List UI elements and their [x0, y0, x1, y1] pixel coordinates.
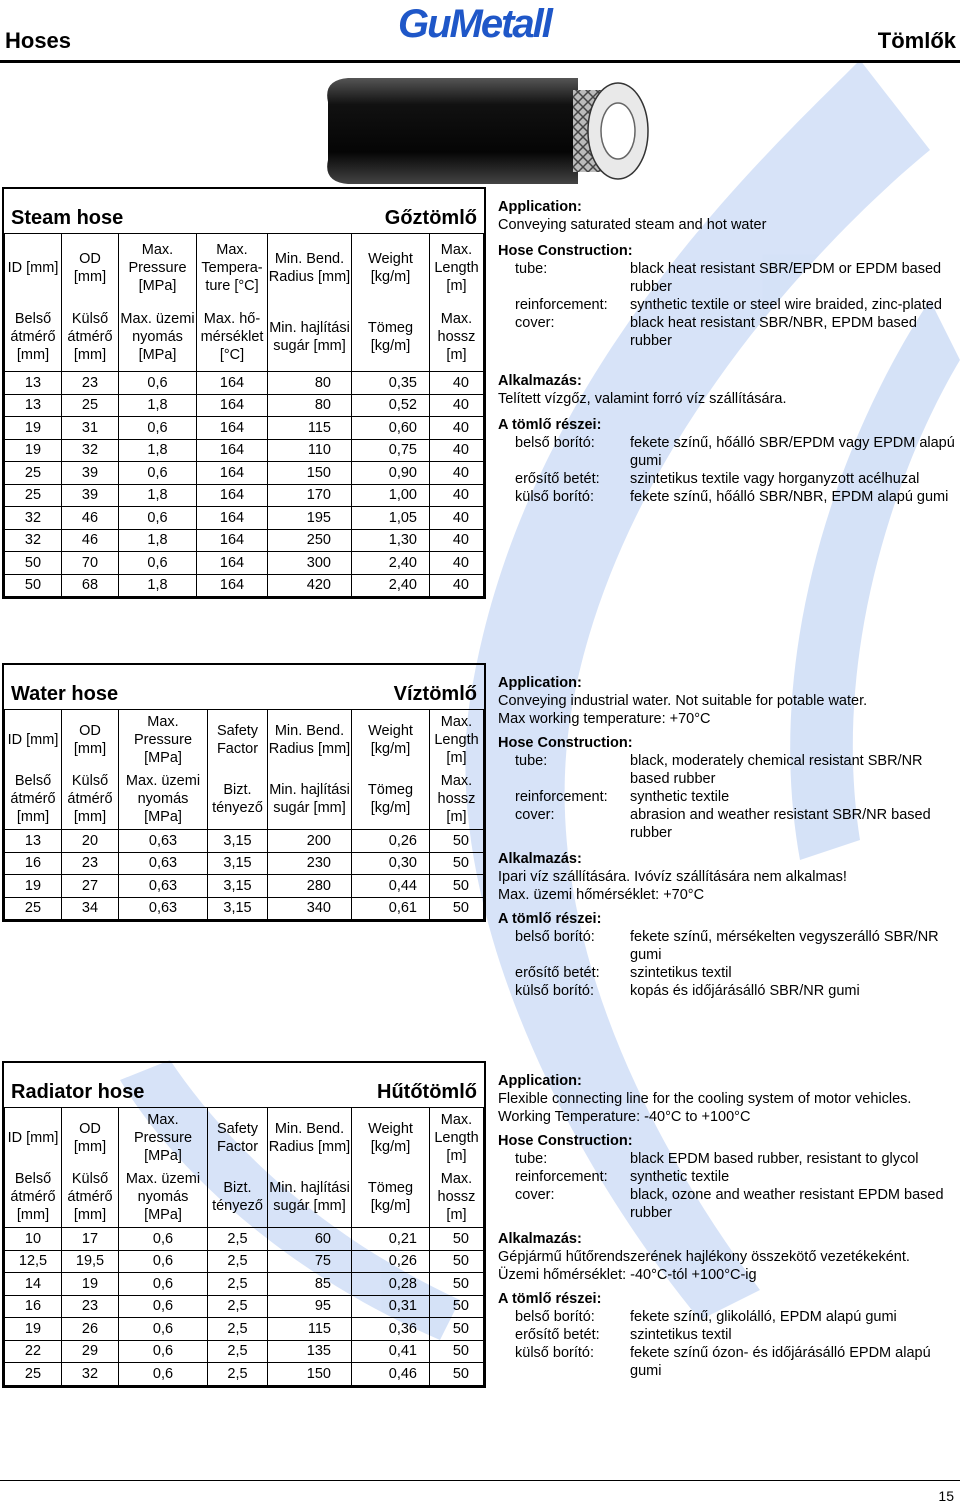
water-alk-label: Alkalmazás:: [498, 851, 582, 867]
table-cell: 164: [197, 552, 268, 575]
table-cell: 0,6: [119, 372, 197, 395]
table-header: Tömeg [kg/m]: [352, 303, 430, 372]
table-cell: 0,41: [352, 1340, 430, 1363]
steam-title-en: Steam hose: [11, 207, 124, 229]
table-cell: 13: [5, 372, 62, 395]
table-cell: 19: [5, 417, 62, 440]
table-cell: 50: [430, 897, 484, 920]
table-cell: 0,26: [352, 830, 430, 853]
table-cell: 85: [268, 1273, 352, 1296]
table-header: Bizt. tényező: [208, 770, 268, 830]
table-row: [5, 417, 484, 440]
spec-value: szintetikus textile vagy horganyzott acélhuzal: [630, 471, 920, 487]
table-cell: 50: [430, 830, 484, 853]
table-cell: 19: [5, 1318, 62, 1341]
table-cell: 0,26: [352, 1250, 430, 1273]
table-cell: 0,61: [352, 897, 430, 920]
table-row: [5, 507, 484, 530]
steam-reszei-label: A tömlő részei:: [498, 417, 602, 433]
table-cell: 34: [62, 897, 119, 920]
table-cell: 0,6: [119, 552, 197, 575]
water-application-label: Application:: [498, 675, 582, 691]
table-header: Bizt. tényező: [208, 1168, 268, 1228]
table-header: Min. hajlítási sugár [mm]: [268, 1168, 352, 1228]
table-cell: 1,8: [119, 439, 197, 462]
table-cell: 250: [268, 529, 352, 552]
table-header: Max. üzemi nyomás [MPa]: [119, 1168, 208, 1228]
table-cell: 0,6: [119, 1295, 208, 1318]
table-cell: 1,30: [352, 529, 430, 552]
spec-value: szintetikus textil: [630, 1327, 732, 1343]
table-cell: 0,6: [119, 1228, 208, 1251]
table-cell: 0,63: [119, 830, 208, 853]
table-cell: 13: [5, 394, 62, 417]
radiator-reszei-label: A tömlő részei:: [498, 1291, 602, 1307]
table-cell: 0,6: [119, 1318, 208, 1341]
steam-alk-label: Alkalmazás:: [498, 373, 582, 389]
table-row: [5, 552, 484, 575]
radiator-title-en: Radiator hose: [11, 1081, 145, 1103]
table-cell: 135: [268, 1340, 352, 1363]
table-cell: 200: [268, 830, 352, 853]
table-cell: 40: [430, 529, 484, 552]
spec-value: black EPDM based rubber, resistant to glycol: [630, 1151, 919, 1167]
table-cell: 420: [268, 574, 352, 597]
spec-key: erősítő betét:: [515, 1327, 600, 1343]
table-row: [5, 1363, 484, 1386]
table-cell: 27: [62, 875, 119, 898]
header-rule: [0, 60, 960, 63]
table-cell: 50: [430, 875, 484, 898]
table-cell: 164: [197, 574, 268, 597]
table-cell: 164: [197, 394, 268, 417]
table-cell: 32: [62, 1363, 119, 1386]
radiator-application-label: Application:: [498, 1073, 582, 1089]
radiator-alk-2: Üzemi hőmérséklet: -40°C-tól +100°C-ig: [498, 1267, 757, 1283]
table-cell: 12,5: [5, 1250, 62, 1273]
table-cell: 150: [268, 462, 352, 485]
table-row: [5, 529, 484, 552]
table-row: [5, 574, 484, 597]
table-cell: 14: [5, 1273, 62, 1296]
table-cell: 68: [62, 574, 119, 597]
table-cell: 40: [430, 507, 484, 530]
table-cell: 19: [62, 1273, 119, 1296]
table-cell: 3,15: [208, 852, 268, 875]
table-cell: 40: [430, 462, 484, 485]
table-cell: 46: [62, 507, 119, 530]
table-cell: 0,30: [352, 852, 430, 875]
steam-application-label: Application:: [498, 199, 582, 215]
table-cell: 10: [5, 1228, 62, 1251]
table-row: [5, 394, 484, 417]
table-cell: 1,8: [119, 484, 197, 507]
table-header: Belső átmérő [mm]: [5, 770, 62, 830]
table-header: Min. Bend. Radius [mm]: [268, 710, 352, 770]
hose-illustration: [318, 72, 658, 190]
spec-key: reinforcement:: [515, 789, 608, 805]
spec-value: abrasion and weather resistant SBR/NR based rubber: [630, 807, 931, 841]
table-cell: 32: [62, 439, 119, 462]
table-cell: 39: [62, 462, 119, 485]
table-header: Belső átmérő [mm]: [5, 1168, 62, 1228]
table-cell: 280: [268, 875, 352, 898]
table-cell: 50: [5, 552, 62, 575]
table-header: Max. üzemi nyomás [MPa]: [119, 303, 197, 372]
spec-value: synthetic textile or steel wire braided, zinc-plated: [630, 297, 942, 313]
steam-alk: Telített vízgőz, valamint forró víz szállítására.: [498, 391, 787, 407]
table-row: [5, 897, 484, 920]
table-cell: 40: [430, 417, 484, 440]
radiator-application-2: Working Temperature: -40°C to +100°C: [498, 1109, 751, 1125]
spec-value: fekete színű, hőálló SBR/NBR, EPDM alapú gumi: [630, 489, 949, 505]
table-cell: 50: [430, 1250, 484, 1273]
spec-key: belső borító:: [515, 1309, 595, 1325]
table-cell: 164: [197, 439, 268, 462]
table-cell: 80: [268, 372, 352, 395]
table-cell: 40: [430, 552, 484, 575]
table-cell: 0,44: [352, 875, 430, 898]
table-cell: 195: [268, 507, 352, 530]
table-cell: 50: [430, 1318, 484, 1341]
table-header: Max. hossz [m]: [430, 770, 484, 830]
table-cell: 95: [268, 1295, 352, 1318]
table-cell: 0,60: [352, 417, 430, 440]
table-cell: 230: [268, 852, 352, 875]
table-cell: 0,46: [352, 1363, 430, 1386]
spec-value: fekete színű ózon- és időjárásálló EPDM alapú gumi: [630, 1345, 931, 1379]
table-cell: 46: [62, 529, 119, 552]
table-cell: 300: [268, 552, 352, 575]
table-cell: 20: [62, 830, 119, 853]
table-cell: 50: [430, 1363, 484, 1386]
table-header: OD [mm]: [62, 234, 119, 303]
gumetall-logo: GuMetall: [398, 2, 551, 46]
page-number: 15: [938, 1488, 954, 1504]
steam-construction-label: Hose Construction:: [498, 243, 633, 259]
table-cell: 164: [197, 417, 268, 440]
table-cell: 164: [197, 484, 268, 507]
table-cell: 164: [197, 372, 268, 395]
table-header: OD [mm]: [62, 1108, 119, 1168]
spec-key: reinforcement:: [515, 297, 608, 313]
table-cell: 19,5: [62, 1250, 119, 1273]
radiator-construction-label: Hose Construction:: [498, 1133, 633, 1149]
spec-value: black, moderately chemical resistant SBR/NR based rubber: [630, 753, 923, 787]
table-cell: 19: [5, 875, 62, 898]
water-construction-label: Hose Construction:: [498, 735, 633, 751]
table-cell: 1,00: [352, 484, 430, 507]
table-cell: 0,28: [352, 1273, 430, 1296]
table-header: Külső átmérő [mm]: [62, 1168, 119, 1228]
table-cell: 50: [430, 1295, 484, 1318]
table-header: Min. hajlítási sugár [mm]: [268, 770, 352, 830]
spec-value: fekete színű, glikolálló, EPDM alapú gumi: [630, 1309, 897, 1325]
table-cell: 164: [197, 529, 268, 552]
table-cell: 40: [430, 574, 484, 597]
spec-key: erősítő betét:: [515, 965, 600, 981]
table-cell: 0,36: [352, 1318, 430, 1341]
table-cell: 2,5: [208, 1250, 268, 1273]
table-header: Max. Pressure [MPa]: [119, 710, 208, 770]
table-cell: 75: [268, 1250, 352, 1273]
spec-value: kopás és időjárásálló SBR/NR gumi: [630, 983, 860, 999]
table-cell: 25: [5, 1363, 62, 1386]
table-cell: 0,35: [352, 372, 430, 395]
table-cell: 0,6: [119, 417, 197, 440]
table-header: Külső átmérő [mm]: [62, 303, 119, 372]
table-cell: 29: [62, 1340, 119, 1363]
table-header: Safety Factor: [208, 1108, 268, 1168]
table-cell: 2,5: [208, 1340, 268, 1363]
radiator-application: Flexible connecting line for the cooling system of motor vehicles.: [498, 1091, 912, 1107]
table-cell: 25: [5, 484, 62, 507]
steam-info: [498, 198, 958, 506]
spec-key: tube:: [515, 753, 548, 769]
table-cell: 32: [5, 507, 62, 530]
table-header: OD [mm]: [62, 710, 119, 770]
table-header: Max. Length [m]: [430, 1108, 484, 1168]
table-cell: 2,40: [352, 574, 430, 597]
table-row: [5, 1318, 484, 1341]
table-cell: 25: [5, 462, 62, 485]
table-cell: 23: [62, 372, 119, 395]
spec-value: fekete színű, hőálló SBR/EPDM vagy EPDM alapú gumi: [630, 435, 955, 469]
spec-key: belső borító:: [515, 435, 595, 451]
table-header: Tömeg [kg/m]: [352, 1168, 430, 1228]
table-cell: 2,5: [208, 1295, 268, 1318]
table-cell: 2,5: [208, 1228, 268, 1251]
table-header: ID [mm]: [5, 1108, 62, 1168]
spec-key: belső borító:: [515, 929, 595, 945]
table-row: [5, 1273, 484, 1296]
table-cell: 31: [62, 417, 119, 440]
radiator-alk: Gépjármű hűtőrendszerének hajlékony összekötő vezetékeként.: [498, 1249, 910, 1265]
table-header: Min. Bend. Radius [mm]: [268, 1108, 352, 1168]
radiator-hose-section: [2, 1061, 486, 1388]
table-row: [5, 372, 484, 395]
spec-value: synthetic textile: [630, 789, 730, 805]
table-header: Külső átmérő [mm]: [62, 770, 119, 830]
table-header: Max. Tempera-ture [°C]: [197, 234, 268, 303]
table-cell: 50: [430, 1273, 484, 1296]
table-cell: 0,52: [352, 394, 430, 417]
table-cell: 25: [5, 897, 62, 920]
table-cell: 1,05: [352, 507, 430, 530]
spec-value: black, ozone and weather resistant EPDM based rubber: [630, 1187, 944, 1221]
table-cell: 110: [268, 439, 352, 462]
table-cell: 16: [5, 1295, 62, 1318]
table-cell: 0,75: [352, 439, 430, 462]
radiator-alk-label: Alkalmazás:: [498, 1231, 582, 1247]
table-header: Weight [kg/m]: [352, 1108, 430, 1168]
table-cell: 0,90: [352, 462, 430, 485]
table-cell: 0,6: [119, 462, 197, 485]
table-header: Weight [kg/m]: [352, 234, 430, 303]
table-row: [5, 1295, 484, 1318]
steam-application: Conveying saturated steam and hot water: [498, 217, 767, 233]
table-cell: 3,15: [208, 897, 268, 920]
table-cell: 25: [62, 394, 119, 417]
table-cell: 0,21: [352, 1228, 430, 1251]
table-cell: 0,6: [119, 1363, 208, 1386]
table-cell: 3,15: [208, 830, 268, 853]
table-cell: 2,5: [208, 1273, 268, 1296]
table-cell: 0,6: [119, 507, 197, 530]
water-application-2: Max working temperature: +70°C: [498, 711, 711, 727]
table-header: Max. üzemi nyomás [MPa]: [119, 770, 208, 830]
table-cell: 19: [5, 439, 62, 462]
table-cell: 80: [268, 394, 352, 417]
spec-value: szintetikus textil: [630, 965, 732, 981]
table-cell: 17: [62, 1228, 119, 1251]
table-cell: 115: [268, 417, 352, 440]
spec-key: cover:: [515, 807, 555, 823]
table-cell: 115: [268, 1318, 352, 1341]
table-cell: 16: [5, 852, 62, 875]
table-header: Min. Bend. Radius [mm]: [268, 234, 352, 303]
spec-key: reinforcement:: [515, 1169, 608, 1185]
spec-key: cover:: [515, 315, 555, 331]
table-cell: 50: [430, 1228, 484, 1251]
table-header: Max. hossz [m]: [430, 303, 484, 372]
table-row: [5, 462, 484, 485]
table-cell: 60: [268, 1228, 352, 1251]
spec-value: black heat resistant SBR/NBR, EPDM based rubber: [630, 315, 917, 349]
water-title-hu: Víztömlő: [393, 683, 477, 705]
table-cell: 23: [62, 1295, 119, 1318]
table-cell: 0,63: [119, 852, 208, 875]
water-hose-section: [2, 663, 486, 922]
footer-rule: [0, 1480, 960, 1481]
radiator-table: [4, 1107, 484, 1386]
water-info: [498, 674, 958, 1000]
spec-value: fekete színű, mérsékelten vegyszerálló SBR/NR gumi: [630, 929, 939, 963]
table-cell: 0,6: [119, 1250, 208, 1273]
table-cell: 40: [430, 372, 484, 395]
radiator-title-hu: Hűtőtömlő: [377, 1081, 477, 1103]
header-title-en: Hoses: [5, 28, 72, 53]
table-cell: 13: [5, 830, 62, 853]
table-header: Min. hajlítási sugár [mm]: [268, 303, 352, 372]
spec-key: külső borító:: [515, 489, 594, 505]
table-cell: 2,5: [208, 1363, 268, 1386]
table-cell: 50: [430, 852, 484, 875]
table-cell: 70: [62, 552, 119, 575]
table-row: [5, 875, 484, 898]
table-cell: 40: [430, 439, 484, 462]
table-cell: 2,40: [352, 552, 430, 575]
steam-table: [4, 233, 484, 597]
table-header: Max. hossz [m]: [430, 1168, 484, 1228]
table-cell: 0,63: [119, 875, 208, 898]
table-header: ID [mm]: [5, 234, 62, 303]
table-row: [5, 484, 484, 507]
table-cell: 32: [5, 529, 62, 552]
spec-key: tube:: [515, 261, 548, 277]
table-cell: 1,8: [119, 529, 197, 552]
table-row: [5, 852, 484, 875]
steam-hose-section: [2, 187, 486, 599]
table-header: Weight [kg/m]: [352, 710, 430, 770]
table-row: [5, 1250, 484, 1273]
spec-key: tube:: [515, 1151, 548, 1167]
table-cell: 50: [5, 574, 62, 597]
table-header: Max. hő-mérséklet [°C]: [197, 303, 268, 372]
table-cell: 50: [430, 1340, 484, 1363]
table-cell: 26: [62, 1318, 119, 1341]
table-cell: 1,8: [119, 574, 197, 597]
table-cell: 1,8: [119, 394, 197, 417]
table-cell: 0,31: [352, 1295, 430, 1318]
table-cell: 0,6: [119, 1273, 208, 1296]
water-alk-2: Max. üzemi hőmérséklet: +70°C: [498, 887, 705, 903]
table-cell: 40: [430, 394, 484, 417]
table-header: Belső átmérő [mm]: [5, 303, 62, 372]
spec-key: erősítő betét:: [515, 471, 600, 487]
water-reszei-label: A tömlő részei:: [498, 911, 602, 927]
spec-key: külső borító:: [515, 983, 594, 999]
table-row: [5, 1340, 484, 1363]
table-header: Safety Factor: [208, 710, 268, 770]
steam-title-hu: Gőztömlő: [384, 207, 477, 229]
spec-key: külső borító:: [515, 1345, 594, 1361]
table-row: [5, 439, 484, 462]
water-alk: Ipari víz szállítására. Ivóvíz szállítására nem alkalmas!: [498, 869, 847, 885]
table-cell: 2,5: [208, 1318, 268, 1341]
table-header: Max. Length [m]: [430, 710, 484, 770]
table-header: ID [mm]: [5, 710, 62, 770]
radiator-info: [498, 1072, 958, 1380]
table-header: Max. Pressure [MPa]: [119, 1108, 208, 1168]
water-application: Conveying industrial water. Not suitable for potable water.: [498, 693, 868, 709]
table-header: Max. Pressure [MPa]: [119, 234, 197, 303]
table-cell: 22: [5, 1340, 62, 1363]
table-cell: 23: [62, 852, 119, 875]
table-cell: 0,63: [119, 897, 208, 920]
table-cell: 150: [268, 1363, 352, 1386]
table-cell: 164: [197, 462, 268, 485]
table-cell: 3,15: [208, 875, 268, 898]
table-row: [5, 830, 484, 853]
water-table: [4, 709, 484, 920]
table-header: Max. Length [m]: [430, 234, 484, 303]
water-title-en: Water hose: [11, 683, 119, 705]
spec-value: black heat resistant SBR/EPDM or EPDM based rubber: [630, 261, 942, 295]
spec-value: synthetic textile: [630, 1169, 730, 1185]
spec-key: cover:: [515, 1187, 555, 1203]
table-cell: 40: [430, 484, 484, 507]
table-cell: 164: [197, 507, 268, 530]
header-title-hu: Tömlők: [877, 28, 956, 53]
table-cell: 170: [268, 484, 352, 507]
table-cell: 0,6: [119, 1340, 208, 1363]
table-cell: 340: [268, 897, 352, 920]
table-row: [5, 1228, 484, 1251]
table-header: Tömeg [kg/m]: [352, 770, 430, 830]
table-cell: 39: [62, 484, 119, 507]
